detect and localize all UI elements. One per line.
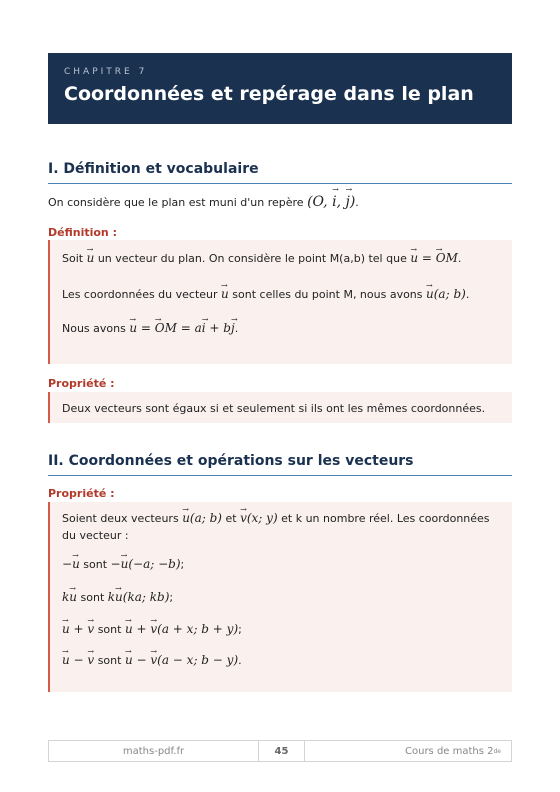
math-ku: k→ u: [62, 590, 77, 604]
section-1-title: I. Définition et vocabulaire: [48, 161, 512, 184]
def-text-1a: Soit: [62, 252, 84, 265]
def-text-3a: Nous avons: [62, 322, 126, 335]
definition-line-3: Nous avons → u = → OM = a→ i + b→ j.: [62, 320, 500, 337]
math-neg-u-coords: −→ u(−a; −b): [111, 557, 181, 571]
operation-negation: −→ u sont −→ u(−a; −b);: [62, 556, 500, 573]
math-u-equals-om: → u = → OM: [410, 251, 458, 265]
math-diff-coords: → u − → v(a − x; b − y): [125, 653, 238, 667]
sont-text: sont: [97, 623, 122, 636]
section-2-title: II. Coordonnées et opérations sur les vecteurs: [48, 453, 512, 476]
page-footer: [48, 740, 512, 762]
math-neg-u: −→ u: [62, 557, 80, 571]
sont-text: sont: [80, 591, 105, 604]
definition-label: Définition :: [48, 226, 117, 239]
footer-course-text: Cours de maths 2: [405, 745, 494, 757]
math-u-ab: → u(a; b): [182, 511, 222, 525]
intro-text: On considère que le plan est muni d'un repère: [48, 196, 304, 209]
def-text-2b: sont celles du point M, nous avons: [232, 288, 423, 301]
operations-intro: [62, 510, 500, 544]
math-v-xy: → v(x; y): [240, 511, 278, 525]
page-title: Coordonnées et repérage dans le plan: [64, 83, 474, 105]
sont-text: sont: [83, 558, 108, 571]
property-label-2: Propriété :: [48, 487, 115, 500]
ops-text-b: et: [225, 512, 237, 525]
ops-text-c: et k un nombre réel. Les coordonnées du vecteur :: [62, 512, 490, 542]
property-box-2: [48, 502, 512, 692]
chapter-header: [48, 53, 512, 124]
sont-text: sont: [97, 654, 122, 667]
def-text-1b: un vecteur du plan. On considère le point M(a,b) tel que: [97, 252, 407, 265]
operation-difference: → u − → v sont → u − → v(a − x; b − y).: [62, 652, 500, 669]
intro-paragraph: On considère que le plan est muni d'un repère (O, → i, → j).: [48, 194, 359, 210]
math-u-plus-v: → u + → v: [62, 622, 94, 636]
footer-course-sup: de: [493, 747, 501, 755]
math-u: → u: [221, 287, 229, 301]
math-u-om-ai-bj: → u = → OM = a→ i + b→ j: [129, 321, 234, 335]
footer-page-number: 45: [259, 741, 305, 761]
math-u: → u: [87, 251, 95, 265]
chapter-number: CHAPITRE 7: [64, 67, 148, 77]
definition-box: [48, 240, 512, 364]
property-label-1: Propriété :: [48, 377, 115, 390]
property-box-1: [48, 392, 512, 423]
math-u-ab: → u(a; b): [426, 287, 466, 301]
definition-line-1: Soit → u un vecteur du plan. On considère le point M(a,b) tel que → u = → OM.: [62, 250, 500, 267]
math-ku-coords: k→ u(ka; kb): [108, 590, 170, 604]
property-text-1: Deux vecteurs sont égaux si et seulement si ils ont les mêmes coordonnées.: [62, 402, 486, 415]
footer-course: [305, 741, 511, 761]
operation-sum: → u + → v sont → u + → v(a + x; b + y);: [62, 621, 500, 638]
math-sum-coords: → u + → v(a + x; b + y): [125, 622, 238, 636]
operation-scalar: k→ u sont k→ u(ka; kb);: [62, 589, 500, 606]
definition-line-2: Les coordonnées du vecteur → u sont celles du point M, nous avons → u(a; b).: [62, 286, 500, 303]
math-repere: (O, → i, → j): [307, 194, 355, 210]
def-text-2a: Les coordonnées du vecteur: [62, 288, 218, 301]
math-u-minus-v: → u − → v: [62, 653, 94, 667]
footer-site: maths-pdf.fr: [49, 741, 259, 761]
ops-text-a: Soient deux vecteurs: [62, 512, 179, 525]
